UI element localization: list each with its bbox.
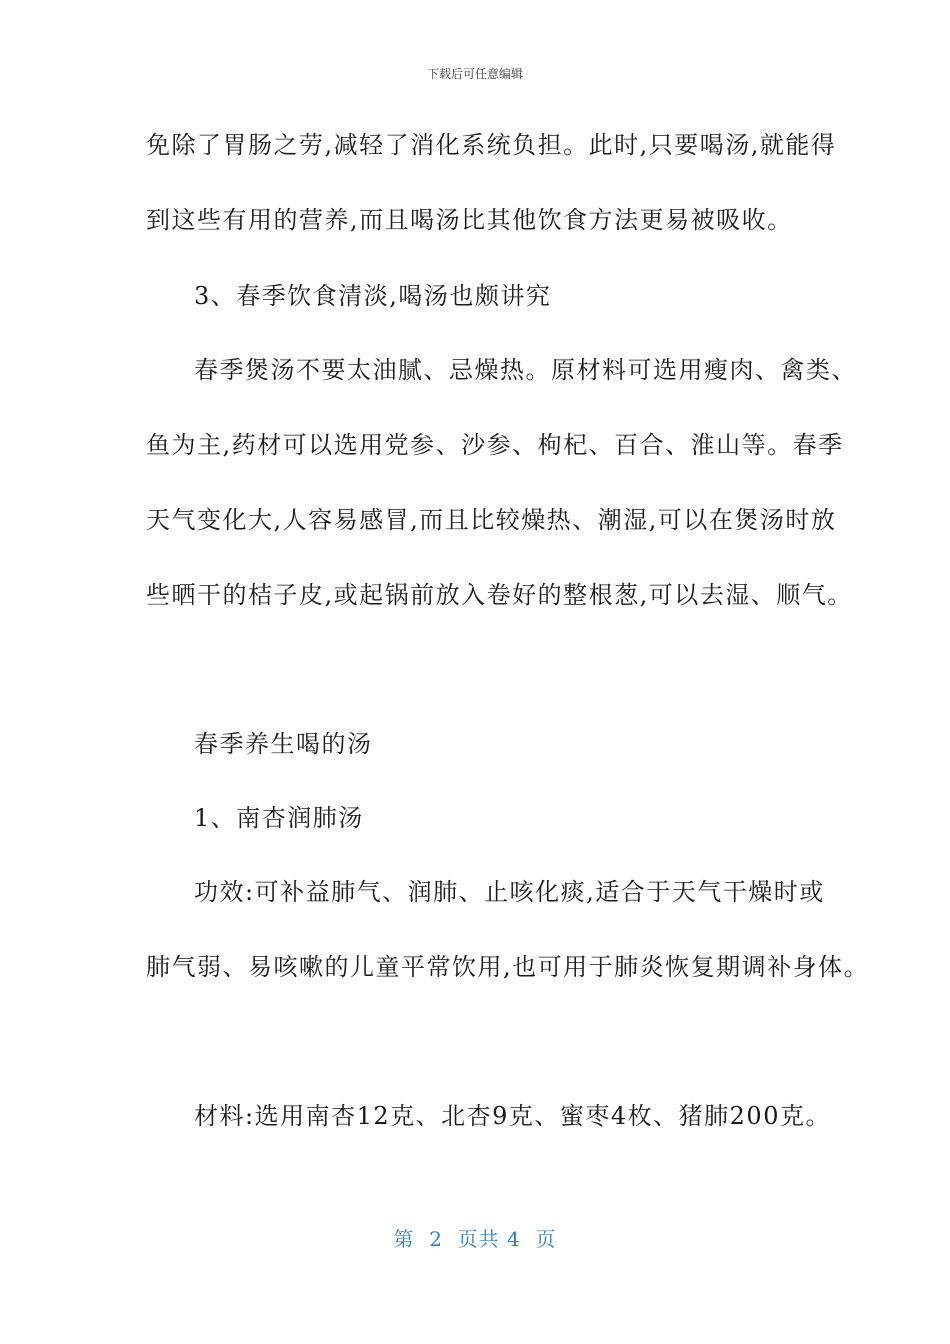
paragraph-line: 肺气弱、易咳嗽的儿童平常饮用,也可用于肺炎恢复期调补身体。	[146, 953, 870, 981]
paragraph-line: 些晒干的桔子皮,或起锅前放入卷好的整根葱,可以去湿、顺气。	[146, 581, 853, 609]
page-number-footer: 第 2 页共 4 页	[393, 1227, 557, 1251]
paragraph-line: 鱼为主,药材可以选用党参、沙参、枸杞、百合、淮山等。春季	[146, 431, 844, 459]
paragraph-line: 春季煲汤不要太油腻、忌燥热。原材料可选用瘦肉、禽类、	[194, 356, 857, 384]
page-header-note: 下载后可任意编辑	[426, 67, 523, 81]
paragraph-line: 免除了胃肠之劳,减轻了消化系统负担。此时,只要喝汤,就能得	[146, 131, 837, 159]
paragraph-line: 天气变化大,人容易感冒,而且比较燥热、潮湿,可以在煲汤时放	[146, 506, 837, 534]
paragraph-line: 到这些有用的营养,而且喝汤比其他饮食方法更易被吸收。	[146, 206, 793, 234]
section-title: 春季养生喝的汤	[194, 730, 373, 758]
section-heading: 3、春季饮食清淡,喝汤也颇讲究	[194, 282, 552, 310]
recipe-title: 1、南杏润肺汤	[194, 804, 364, 832]
paragraph-line: 功效:可补益肺气、润肺、止咳化痰,适合于天气干燥时或	[194, 878, 825, 906]
ingredients-line: 材料:选用南杏12克、北杏9克、蜜枣4枚、猪肺200克。	[194, 1102, 831, 1130]
